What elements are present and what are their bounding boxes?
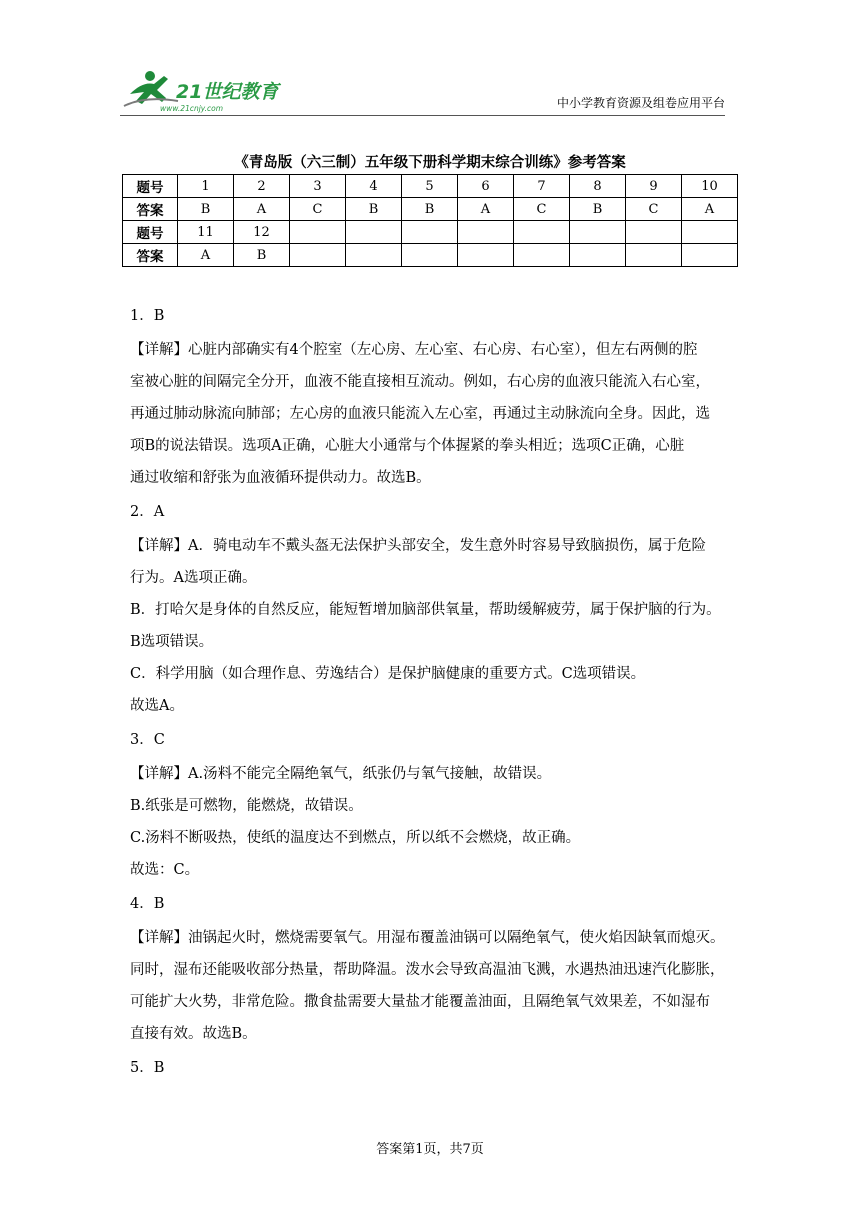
table-row	[123, 198, 738, 221]
table-cell	[346, 221, 402, 244]
page-footer: 答案第1页，共7页	[376, 1142, 484, 1157]
explanation-line: 【详解】心脏内部确实有4个腔室（左心房、左心室、右心房、右心室），但左右两侧的腔	[130, 342, 698, 358]
explanation-line: 【详解】A．骑电动车不戴头盔无法保护头部安全，发生意外时容易导致脑损伤，属于危险	[130, 538, 706, 554]
table-row	[123, 175, 738, 198]
table-cell: 11	[178, 221, 234, 244]
explanation-line: 直接有效。故选B。	[130, 1026, 257, 1042]
table-cell	[626, 221, 682, 244]
table-cell: B	[402, 198, 458, 221]
header-divider	[120, 115, 725, 116]
explanation-line: B．打哈欠是身体的自然反应，能短暂增加脑部供氧量，帮助缓解疲劳，属于保护脑的行为。	[130, 602, 721, 618]
explanation-line: 项B的说法错误。选项A正确，心脏大小通常与个体握紧的拳头相近；选项C正确，心脏	[130, 438, 685, 454]
table-cell: 10	[682, 175, 738, 198]
table-cell: 1	[178, 175, 234, 198]
table-cell: A	[234, 198, 290, 221]
question-number: 4．B	[130, 896, 165, 912]
table-cell	[458, 221, 514, 244]
table-cell: 5	[402, 175, 458, 198]
row-header: 题号	[123, 221, 178, 244]
table-cell	[514, 221, 570, 244]
explanation-line: 【详解】A.汤料不能完全隔绝氧气，纸张仍与氧气接触，故错误。	[130, 766, 552, 782]
table-cell	[290, 244, 346, 267]
table-cell: C	[514, 198, 570, 221]
table-cell	[682, 244, 738, 267]
explanation-line: 室被心脏的间隔完全分开，血液不能直接相互流动。例如，右心房的血液只能流入右心室，	[130, 374, 710, 390]
table-cell	[290, 221, 346, 244]
row-header: 答案	[123, 244, 178, 267]
table-cell: 4	[346, 175, 402, 198]
table-cell	[570, 244, 626, 267]
explanation-line: C．科学用脑（如合理作息、劳逸结合）是保护脑健康的重要方式。C选项错误。	[130, 666, 646, 682]
table-cell: B	[570, 198, 626, 221]
explanation-line: 故选A。	[130, 698, 184, 714]
table-cell: A	[458, 198, 514, 221]
table-cell: C	[290, 198, 346, 221]
explanation-line: B选项错误。	[130, 634, 214, 650]
explanation-line: B.纸张是可燃物，能燃烧，故错误。	[130, 798, 363, 814]
explanation-line: C.汤料不断吸热，使纸的温度达不到燃点，所以纸不会燃烧，故正确。	[130, 830, 581, 846]
table-cell: 2	[234, 175, 290, 198]
table-cell: B	[178, 198, 234, 221]
table-cell	[514, 244, 570, 267]
answer-table	[122, 174, 738, 267]
table-cell: 3	[290, 175, 346, 198]
row-header: 答案	[123, 198, 178, 221]
table-cell: A	[178, 244, 234, 267]
logo-21cnjy	[120, 68, 290, 114]
page-title: 《青岛版（六三制）五年级下册科学期末综合训练》参考答案	[234, 155, 626, 171]
table-row	[123, 221, 738, 244]
explanation-line: 【详解】油锅起火时，燃烧需要氧气。用湿布覆盖油锅可以隔绝氧气，使火焰因缺氧而熄灭。	[130, 930, 725, 946]
explanation-line: 再通过肺动脉流向肺部；左心房的血液只能流入左心室，再通过主动脉流向全身。因此，选	[130, 406, 710, 422]
logo-url-text: www.21cnjy.com	[160, 104, 224, 113]
explanation-line: 行为。A选项正确。	[130, 570, 257, 586]
page-header	[120, 64, 725, 116]
explanation-line: 通过收缩和舒张为血液循环提供动力。故选B。	[130, 470, 431, 486]
table-cell	[682, 221, 738, 244]
logo-text: 21世纪教育	[176, 81, 279, 103]
table-cell	[346, 244, 402, 267]
platform-label: 中小学教育资源及组卷应用平台	[556, 96, 725, 110]
explanation-line: 可能扩大火势，非常危险。撒食盐需要大量盐才能覆盖油面，且隔绝氧气效果差，不如湿布	[130, 994, 710, 1010]
question-number: 5．B	[130, 1060, 165, 1076]
table-cell	[458, 244, 514, 267]
table-cell: 12	[234, 221, 290, 244]
row-header: 题号	[123, 175, 178, 198]
table-cell	[402, 221, 458, 244]
table-cell: 8	[570, 175, 626, 198]
table-row	[123, 244, 738, 267]
question-number: 2．A	[130, 504, 165, 520]
table-cell	[626, 244, 682, 267]
table-cell: C	[626, 198, 682, 221]
question-number: 3．C	[130, 732, 165, 748]
table-cell	[570, 221, 626, 244]
table-cell	[402, 244, 458, 267]
table-cell: 7	[514, 175, 570, 198]
table-cell: A	[682, 198, 738, 221]
explanation-line: 故选：C。	[130, 862, 200, 878]
answer-explanations	[130, 298, 730, 1086]
table-cell: B	[234, 244, 290, 267]
table-cell: B	[346, 198, 402, 221]
question-number: 1．B	[130, 308, 165, 324]
table-cell: 9	[626, 175, 682, 198]
table-cell: 6	[458, 175, 514, 198]
explanation-line: 同时，湿布还能吸收部分热量，帮助降温。泼水会导致高温油飞溅，水遇热油迅速汽化膨胀，	[130, 962, 725, 978]
